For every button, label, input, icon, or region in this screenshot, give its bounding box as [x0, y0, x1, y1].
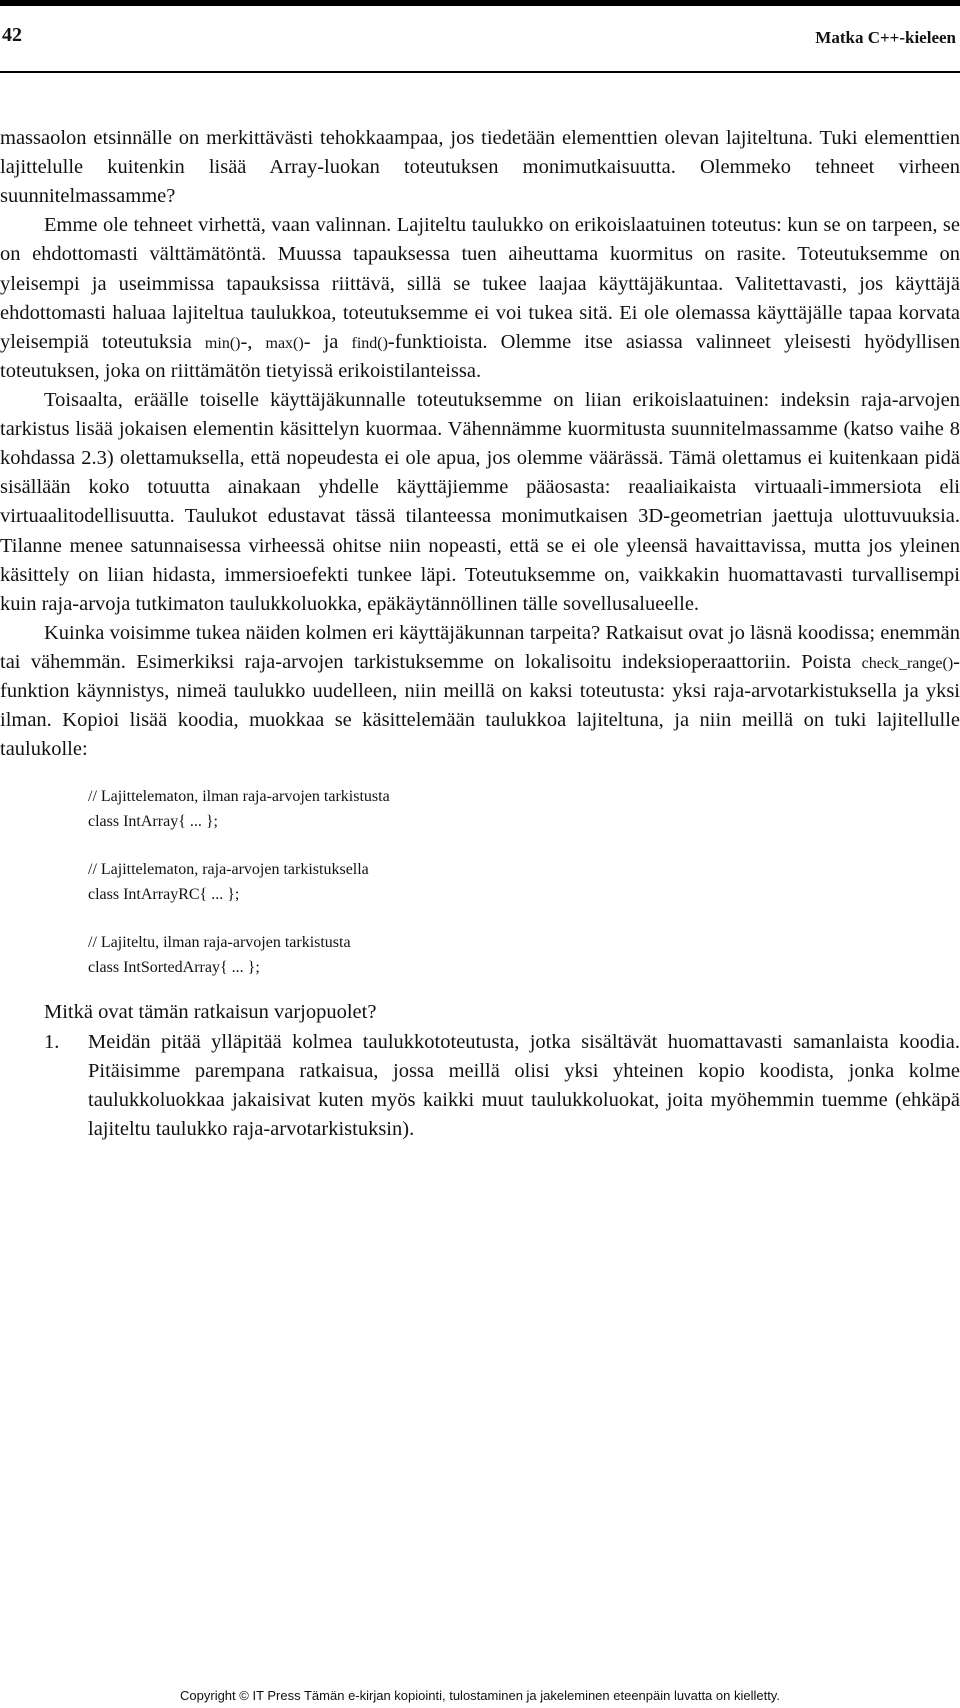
paragraph-2-sep-2: - ja — [303, 330, 352, 353]
code-block-unsorted — [88, 784, 960, 834]
paragraph-2-text-b: -funktioista. Olemme itse asiassa valinneet yleisesti hyödyllisen toteutuksen, joka on riittämätön tietyissä erikoistilanteissa. — [0, 330, 960, 382]
paragraph-4 — [0, 619, 960, 765]
body-text — [0, 124, 960, 1144]
header-rule — [0, 71, 960, 73]
code-comment: // Lajittelematon, ilman raja-arvojen tarkistusta — [88, 788, 390, 806]
code-declaration: class IntSortedArray{ ... }; — [88, 959, 260, 977]
paragraph-2 — [0, 211, 960, 386]
list-item-number: 1. — [44, 1030, 60, 1053]
paragraph-2-text-a: Emme ole tehneet virhettä, vaan valinnan. Lajiteltu taulukko on erikoislaatuinen toteutus: kun se on tarpeen, se on ehdottomasti välttämätöntä. Muussa tapauksessa tuen aiheuttama kuormitus on rasite. Toteutuksemme on yleisempi ja useimmissa tapauksissa riittävä, sillä se tukee laajaa käyttäjäkuntaa. Valitettavasti, jos käyttäjä ehdottomasti haluaa lajiteltua taulukkoa, toteutuksemme ei voi tukea sitä. Ei ole olemassa käyttäjälle tapaa korvata yleisempiä toteutuksia — [0, 214, 960, 353]
paragraph-1: massaolon etsinnälle on merkittävästi tehokkaampaa, jos tiedetään elementtien olevan lajiteltuna. Tuki elementtien lajittelulle kuitenkin lisää Array-luokan toteutuksen monimutkaisuutta. Olemmeko tehneet virheen suunnitelmassamme? — [0, 127, 960, 208]
code-check-range: check_range() — [861, 654, 954, 672]
copyright-footer: Copyright © IT Press Tämän e-kirjan kopiointi, tulostaminen ja jakeleminen eteenpäin luvatta on kielletty. — [180, 1688, 780, 1703]
code-listing — [88, 784, 960, 980]
code-declaration: class IntArray{ ... }; — [88, 813, 218, 831]
running-header-title: Matka C++-kieleen — [815, 28, 956, 47]
code-find: find() — [351, 334, 388, 352]
list-item-text: Meidän pitää ylläpitää kolmea taulukkototeutusta, jotka sisältävät huomattavasti samanlaista koodia. Pitäisimme parempana ratkaisua, jossa meillä olisi yksi yhteinen kopio koodista, jonka kolme taulukkoluokkaa jakaisivat kuten myös kaikki muut taulukkoluokat, joita myöhemmin tuemme (ehkäpä lajiteltu taulukko raja-arvotarkistuksin). — [88, 1030, 960, 1140]
paragraph-3: Toisaalta, eräälle toiselle käyttäjäkunnalle toteutuksemme on liian erikoislaatuinen: indeksin raja-arvojen tarkistus lisää jokaisen elementin käsittelyn kuormaa. Vähennämme kuormitusta suunnitelmassamme (katso vaihe 8 kohdassa 2.3) olettamuksella, että nopeudesta ei ole apua, jos olemme väärässä. Tämä olettamus ei kuitenkaan pidä sisällään koko totuutta ainakaan yhdelle käyttäjiemme pääosasta: reaaliaikaista virtuaali-immersiota eli virtuaalitodellisuutta. Taulukot edustavat tässä tilanteessa monimutkaisen 3D-geometrian jaettuja ulottuvuuksia. Tilanne menee satunnaisessa virheessä ohitse niin nopeasti, että se ei ole yleensä havaittavissa, mutta jos yleinen käsittely on liian hidasta, immersioefekti tunkee läpi. Toteutuksemme on, vaikkakin huomattavasti turvallisempi kuin raja-arvoja tutkimaton taulukkoluokka, epäkäytännöllinen tälle sovellusalueelle. — [0, 388, 960, 615]
code-declaration: class IntArrayRC{ ... }; — [88, 886, 240, 904]
list-item — [0, 1028, 960, 1144]
code-max: max() — [265, 334, 304, 352]
paragraph-4-text-a: Kuinka voisimme tukea näiden kolmen eri käyttäjäkunnan tarpeita? Ratkaisut ovat jo läsnä koodissa; enemmän tai vähemmän. Esimerkiksi raja-arvojen tarkistuksemme on lokalisoitu indeksioperaattoriin. Poista — [0, 621, 960, 673]
top-rule — [0, 0, 960, 6]
paragraph-4-text-b: -funktion käynnistys, nimeä taulukko uudelleen, niin meillä on kaksi toteutusta: yksi raja-arvotarkistuksella ja yksi ilman. Kopioi lisää koodia, muokkaa se käsittelemään taulukkoa lajiteltuna, ja niin meillä on tuki lajitellulle taulukolle: — [0, 650, 960, 761]
code-block-sorted — [88, 930, 960, 980]
question-paragraph: Mitkä ovat tämän ratkaisun varjopuolet? — [44, 1001, 377, 1024]
paragraph-2-sep-1: -, — [240, 330, 266, 353]
code-block-range-checked — [88, 857, 960, 907]
code-comment: // Lajittelematon, raja-arvojen tarkistuksella — [88, 861, 369, 879]
code-comment: // Lajiteltu, ilman raja-arvojen tarkistusta — [88, 934, 351, 952]
page-number: 42 — [2, 24, 22, 46]
code-min: min() — [204, 334, 241, 352]
